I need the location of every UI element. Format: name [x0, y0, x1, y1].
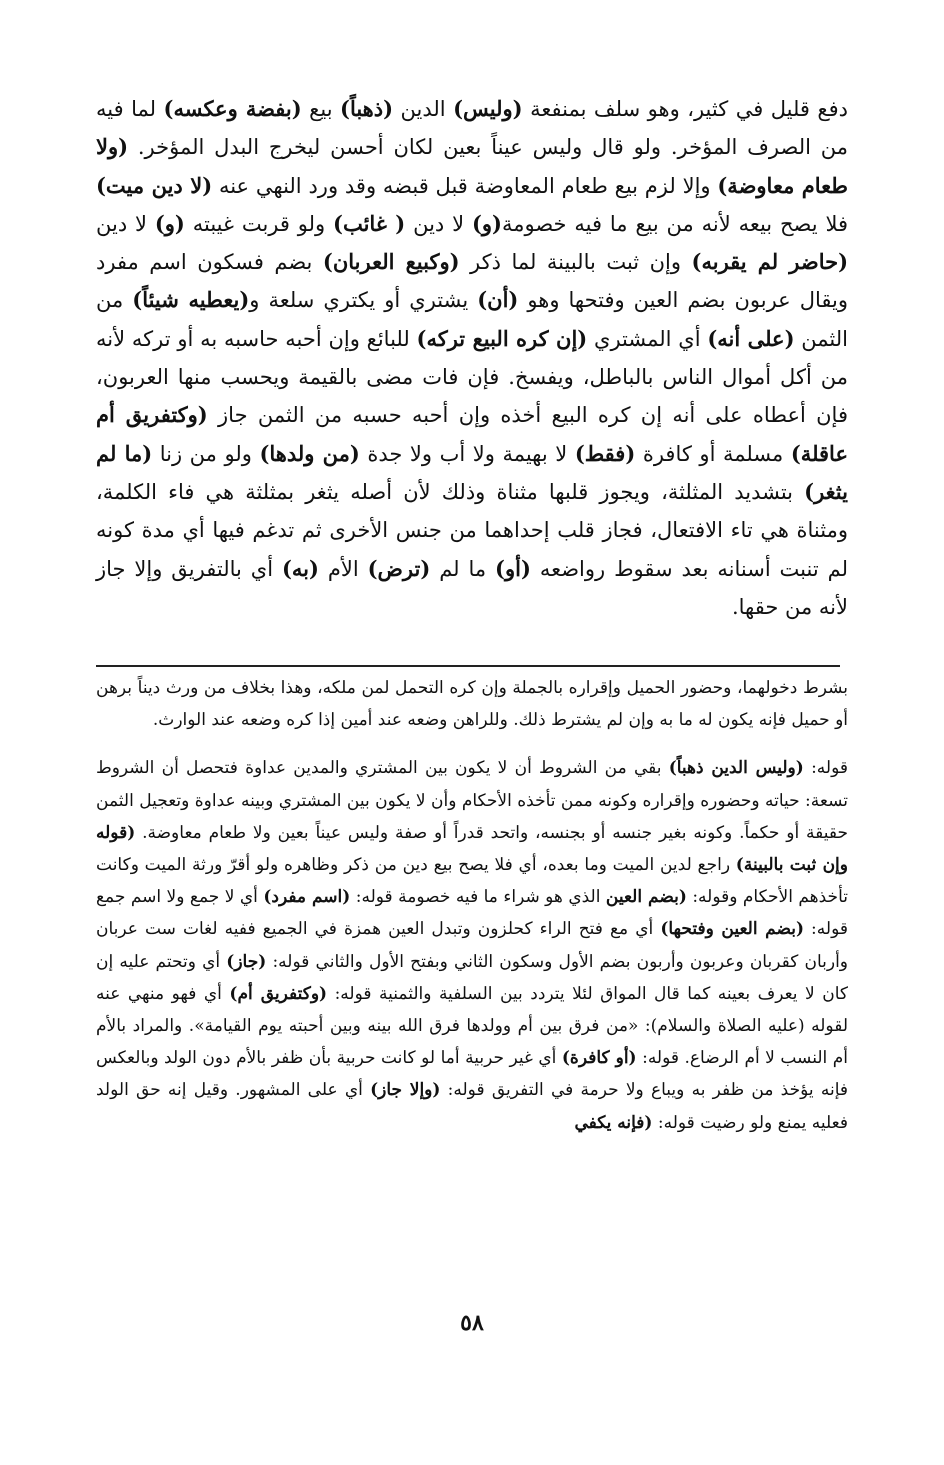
bold-term: (لا دين ميت) — [96, 172, 213, 198]
text-run: بيع — [301, 97, 341, 121]
text-run: أي فهو منهي عنه لقوله (عليه الصلاة والسلام): «من فرق بين أم وولدها فرق الله بينه وبين أحبته يوم القيامة». والمراد بالأم أم النسب لا أم الرضاع. قوله: — [96, 983, 849, 1069]
bold-term: (وإلا جاز) — [370, 1080, 441, 1101]
bold-term: (بضم العين وفتحها) — [660, 919, 804, 940]
text-run: بتشديد المثلثة، ويجوز قلبها مثناة وذلك لأن أصله يثغر بمثلثة هي فاء الكلمة، ومثناة هي تاء الافتعال، فجاز قلب إحداهما من جنس الأخرى ثم تدغم فيها أي مدة كونه لم تنبت أسنانه بعد سقوط رواضعه — [96, 479, 848, 581]
bold-term: (يعطيه شيئاً) — [132, 287, 250, 313]
bold-term: (أو كافرة) — [561, 1048, 637, 1069]
bold-term: (وكبيع العربان) — [322, 249, 460, 275]
bold-term: (وليس) — [453, 96, 523, 121]
page-number: ٥٨ — [460, 1310, 484, 1336]
text-run: أي وتحتم عليه إن كان لا يعرف بعينه كما قال المواق لئلا يتردد بين السلفية والثمنية قوله: — [96, 951, 848, 1004]
text-run: ما لم — [430, 556, 496, 581]
bold-term: (و) — [154, 210, 185, 236]
bold-term: (أن) — [477, 287, 519, 313]
text-run: أي على المشهور. وقيل إنه حق الولد فعليه يمنع ولو رضيت قوله: — [96, 1080, 848, 1133]
notes-paragraph — [96, 672, 848, 736]
text-run: وإن ثبت بالبينة لما ذكر — [459, 250, 692, 275]
text-run: فلا يصح بيعه لأنه من بيع ما فيه خصومة — [501, 211, 849, 236]
bold-term: (قوله وإن ثبت بالبينة) — [96, 822, 848, 876]
text-run: الدين — [393, 97, 454, 121]
text-run: ولو قربت غيبته — [184, 211, 334, 236]
text-run: بشرط دخولهما، وحضور الحميل وإقراره بالجملة وإن كره التحمل لمن ملكه، وهذا بخلاف من ورث ديناً برهن أو حميل فإنه يكون له ما به وإن لم يشترط ذلك. وللراهن وضعه عند أمين إذا كره وضعه عند الوارث. — [96, 678, 848, 731]
bold-term: (إن كره البيع تركه) — [416, 325, 588, 351]
text-run: أي بالتفريق وإلا جاز لأنه من حقها. — [96, 556, 848, 619]
bold-term: (ما لم يثغر) — [96, 440, 848, 504]
bold-term: (وليس الدين ذهباً) — [668, 758, 804, 779]
text-run: الأم — [318, 556, 368, 581]
main-paragraph — [96, 90, 848, 626]
bold-term: (فإنه يكفي — [574, 1112, 653, 1133]
text-run: من الثمن — [96, 288, 849, 351]
text-run: قوله: — [803, 758, 848, 779]
text-run: أي لا جمع ولا اسم جمع قوله: — [96, 887, 848, 940]
bold-term: ( غائب) — [333, 210, 406, 236]
bold-term: (فقط) — [574, 440, 636, 466]
bold-term: (به) — [281, 555, 319, 581]
text-run: لا دين — [96, 211, 155, 236]
bold-term: (وكتفريق أم) — [229, 983, 328, 1004]
text-run: دفع قليل في كثير، وهو سلف بمنفعة — [522, 97, 848, 121]
bold-term: (بفضة وعكسه) — [163, 96, 302, 121]
text-run: أي مع فتح الراء كحلزون وتبدل العين همزة في الجميع ففيه لغات ست عربان وأربان كقربان وعربون وأربون بضم الأول وسكون الثاني وبفتح الأول والثاني قوله: — [96, 919, 848, 972]
commentary-notes — [96, 672, 848, 1139]
text-run: ولو من زنا — [152, 441, 260, 466]
text-run: يشتري أو يكتري سلعة و — [249, 288, 478, 313]
text-run: مسلمة أو كافرة — [635, 441, 791, 466]
bold-term: (على أنه) — [707, 325, 795, 351]
bold-term: (جاز) — [226, 951, 267, 972]
text-run: بضم فسكون اسم مفرد ويقال عربون بضم العين وفتحها وهو — [96, 250, 848, 313]
footnote-separator — [96, 665, 840, 667]
bold-term: (حاضر لم يقربه) — [691, 249, 849, 275]
bold-term: (ترض) — [367, 555, 431, 581]
text-run: الذي هو شراء ما فيه خصومة قوله: — [350, 887, 606, 908]
bold-term: (اسم مفرد) — [263, 887, 351, 908]
bold-term: (بضم العين — [605, 887, 687, 908]
text-run: أي المشتري — [587, 326, 708, 351]
text-run: بقي من الشروط أن لا يكون بين المشتري والمدين عداوة فتحصل أن الشروط تسعة: حياته وحضوره وإقراره وكونه ممن تأخذه الأحكام وأن لا يكون بين المشتري وبينه عداوة وتعجيل الثمن حقيقة أو حكماً. وكونه بغير جنسه أو بجنسه، واتحد قدراً أو صفة وليس عيناً بعين ولا طعام معاوضة. — [96, 758, 848, 843]
text-run: أي غير حربية أما لو كانت حربية بأن ظفر بالأم دون الولد وبالعكس فإنه يؤخذ من ظفر به ويباع ولا حرمة في التفريق قوله: — [96, 1048, 848, 1101]
notes-paragraph — [96, 752, 848, 1138]
bold-term: (من ولدها) — [259, 440, 360, 466]
bold-term: (أو) — [495, 555, 531, 581]
bold-term: (ولا طعام معاوضة) — [96, 134, 849, 198]
text-run: وإلا لزم بيع طعام المعاوضة قبل قبضه وقد ورد النهي عنه — [212, 173, 718, 198]
text-run: لا بهيمة ولا أب ولا جدة — [359, 441, 575, 466]
main-text — [96, 90, 848, 626]
bold-term: (و) — [471, 210, 502, 236]
text-run: راجع لدين الميت وما بعده، أي فلا يصح بيع دين من ذكر وظاهره ولو أقرّ ورثة الميت وكانت تأخذهم الأحكام وقوله: — [96, 855, 848, 908]
bold-term: (ذهباً) — [340, 96, 394, 121]
text-run: لما فيه من الصرف المؤخر. ولو قال وليس عيناً بعين لكان أحسن ليخرج البدل المؤخر. — [96, 97, 848, 160]
text-run: للبائع وإن أحبه حاسبه به أو تركه لأنه من أكل أموال الناس بالباطل، ويفسخ. فإن فات مضى بالقيمة ويحسب منها العربون، فإن أعطاه على أنه إن كره البيع أخذه وإن أحبه حسبه من الثمن جاز — [96, 326, 848, 428]
bold-term: (وكتفريق أم عاقلة) — [96, 402, 848, 466]
text-run: لا دين — [405, 211, 472, 236]
